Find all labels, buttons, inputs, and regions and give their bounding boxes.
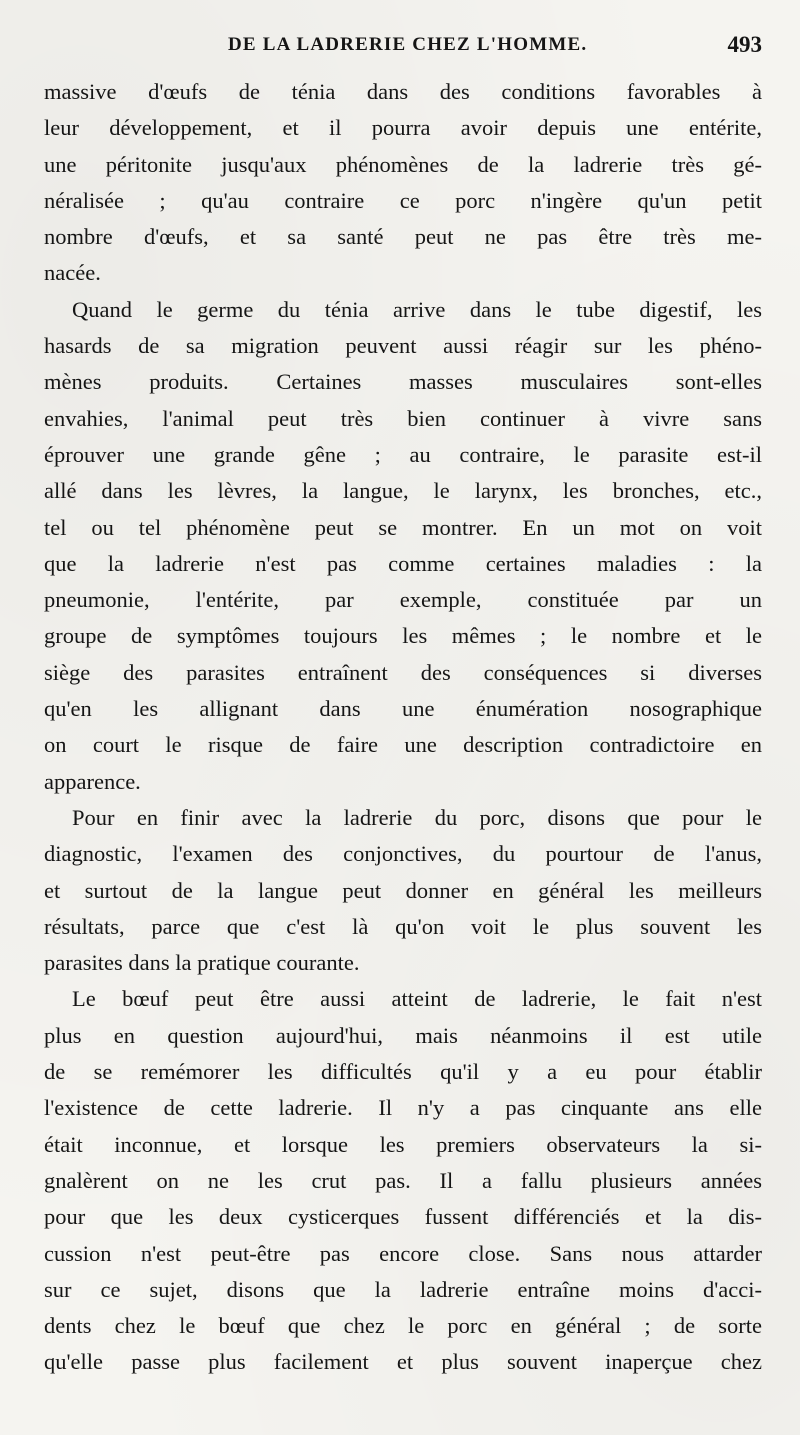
- text-line: diagnostic, l'examen des conjonctives, du pourtour de l'anus,: [44, 841, 762, 867]
- text-line: dents chez le bœuf que chez le porc en général ; de sorte: [44, 1313, 762, 1339]
- text-line: leur développement, et il pourra avoir depuis une entérite,: [44, 115, 762, 141]
- text-line: apparence.: [44, 768, 141, 794]
- text-line: néralisée ; qu'au contraire ce porc n'ingère qu'un petit: [44, 187, 762, 213]
- running-title: DE LA LADRERIE CHEZ L'HOMME.: [228, 34, 588, 55]
- text-line: qu'en les allignant dans une énumération nosographique: [44, 696, 762, 722]
- text-line: massive d'œufs de ténia dans des conditions favorables à: [44, 79, 762, 104]
- text-line: on court le risque de faire une description contradictoire en: [44, 732, 762, 758]
- text-line: Le bœuf peut être aussi atteint de ladrerie, le fait n'est: [72, 986, 762, 1012]
- text-line: groupe de symptômes toujours les mêmes ; le nombre et le: [44, 623, 762, 649]
- text-line: que la ladrerie n'est pas comme certaines maladies : la: [44, 550, 762, 576]
- text-line: éprouver une grande gêne ; au contraire, le parasite est-il: [44, 441, 762, 467]
- text-line: tel ou tel phénomène peut se montrer. En un mot on voit: [44, 514, 762, 540]
- body-text: [44, 74, 762, 1381]
- text-line: et surtout de la langue peut donner en général les meilleurs: [44, 877, 762, 903]
- text-line: une péritonite jusqu'aux phénomènes de la ladrerie très gé-: [44, 151, 762, 177]
- text-line: pour que les deux cysticerques fussent différenciés et la dis-: [44, 1204, 762, 1230]
- text-line: hasards de sa migration peuvent aussi réagir sur les phéno-: [44, 333, 762, 359]
- text-line: était inconnue, et lorsque les premiers observateurs la si-: [44, 1131, 762, 1157]
- text-line: l'existence de cette ladrerie. Il n'y a pas cinquante ans elle: [44, 1095, 762, 1121]
- text-line: siège des parasites entraînent des conséquences si diverses: [44, 659, 762, 685]
- text-line: pneumonie, l'entérite, par exemple, constituée par un: [44, 587, 762, 613]
- text-line: de se remémorer les difficultés qu'il y a eu pour établir: [44, 1059, 762, 1085]
- page-number: 493: [727, 32, 762, 57]
- text-line: Pour en finir avec la ladrerie du porc, disons que pour le: [72, 804, 762, 830]
- text-line: nacée.: [44, 260, 101, 286]
- text-line: Quand le germe du ténia arrive dans le tube digestif, les: [72, 296, 762, 322]
- text-line: gnalèrent on ne les crut pas. Il a fallu plusieurs années: [44, 1167, 762, 1193]
- running-header: [0, 34, 800, 64]
- text-line: résultats, parce que c'est là qu'on voit le plus souvent les: [44, 913, 762, 939]
- text-line: qu'elle passe plus facilement et plus souvent inaperçue chez: [44, 1349, 762, 1375]
- text-line: mènes produits. Certaines masses musculaires sont-elles: [44, 369, 762, 395]
- text-line: plus en question aujourd'hui, mais néanmoins il est utile: [44, 1022, 762, 1048]
- text-line: envahies, l'animal peut très bien continuer à vivre sans: [44, 405, 762, 431]
- text-line: nombre d'œufs, et sa santé peut ne pas être très me-: [44, 224, 762, 250]
- text-line: allé dans les lèvres, la langue, le larynx, les bronches, etc.,: [44, 478, 762, 504]
- text-line: cussion n'est peut-être pas encore close. Sans nous attarder: [44, 1240, 762, 1266]
- text-line: parasites dans la pratique courante.: [44, 950, 360, 976]
- text-line: sur ce sujet, disons que la ladrerie entraîne moins d'acci-: [44, 1276, 762, 1302]
